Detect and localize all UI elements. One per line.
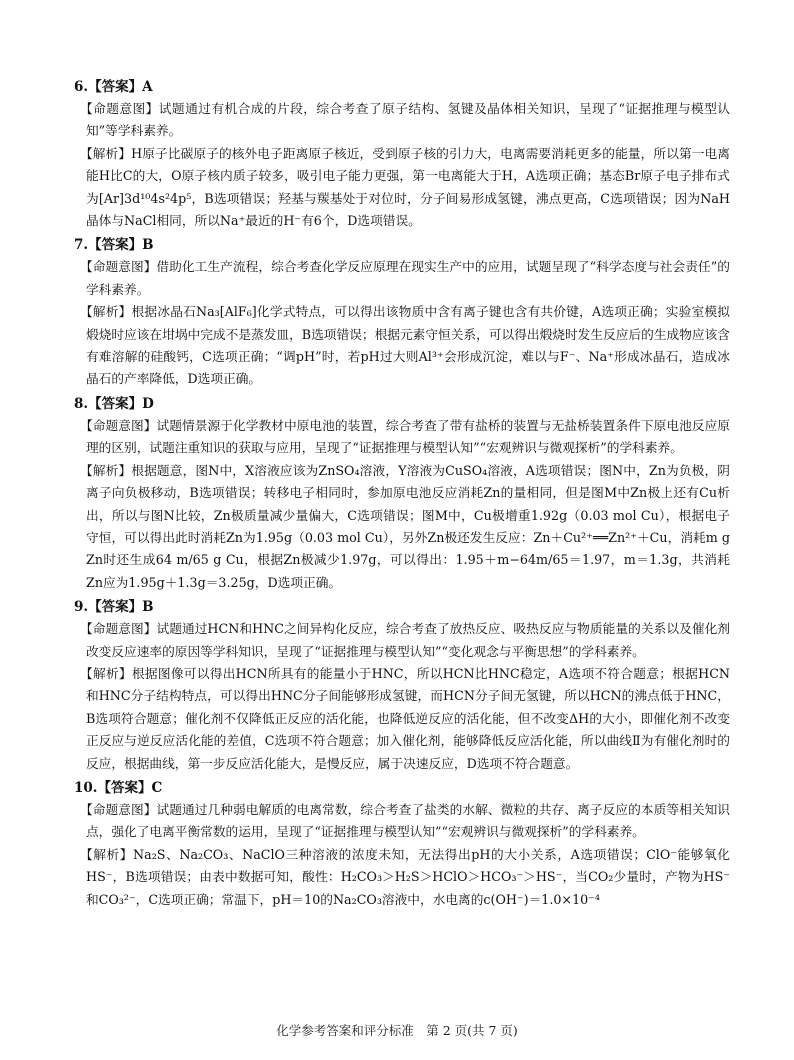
analysis: 【解析】根据题意，图N中，X溶液应该为ZnSO₄溶液，Y溶液为CuSO₄溶液，A选项错误；图N中，Zn为负极，阴离子向负极移动，B选项错误；转移电子相同时，参加原电池反应消耗Zn的量相同，但是图M中Zn极上还有Cu析出，所以与图N比较，Zn极质量减少量偏大，C选项错误；图M中，Cu极增重1.92g（0.03 mol Cu），根据电子守恒，可以得出此时消耗Zn为1.95g（0.03 mol Cu），另外Zn极还发生反应：Zn＋Cu²⁺══Zn²⁺＋Cu，消耗m g Zn时还生成64 m/65 g Cu，根据Zn极减少1.97g，可以得出：1.95＋m−64m/65＝1.97，m＝1.3g，共消耗Zn应为1.95g＋1.3g＝3.25g，D选项正确。 (80, 462, 730, 590)
question-7 (74, 235, 730, 390)
question-number-answer: 8.【答案】D (74, 395, 154, 412)
question-8 (74, 394, 730, 594)
proposition-intent: 【命题意图】试题通过有机合成的片段，综合考查了原子结构、氢键及晶体相关知识，呈现了“证据推理与模型认知”等学科素养。 (80, 101, 730, 139)
analysis: 【解析】H原子比碳原子的核外电子距离原子核近，受到原子核的引力大，电离需要消耗更多的能量，所以第一电离能H比C的大，O原子核内质子较多，吸引电子能力更强，第一电离能大于H，A选项正确；基态Br原子电子排布式为[Ar]3d¹⁰4s²4p⁵，B选项错误；羟基与羰基处于对位时，分子间易形成氢键，沸点更高，C选项错误；因为NaH晶体与NaCl相同，所以Na⁺最近的H⁻有6个，D选项错误。 (80, 145, 730, 229)
question-6 (74, 77, 730, 232)
page-footer: 化学参考答案和评分标准 第 2 页(共 7 页) (276, 1023, 518, 1038)
answer-content (74, 74, 730, 911)
question-9 (74, 597, 730, 775)
analysis: 【解析】根据冰晶石Na₃[AlF₆]化学式特点，可以得出该物质中含有离子键也含有共价键，A选项正确；实验室模拟煅烧时应该在坩埚中完成不是蒸发皿，B选项错误；根据元素守恒关系，可以得出煅烧时发生反应后的生成物应该含有难溶解的硅酸钙，C选项正确；“调pH”时，若pH过大则Al³⁺会形成沉淀，难以与F⁻、Na⁺形成冰晶石，造成冰晶石的产率降低，D选项正确。 (80, 304, 730, 387)
proposition-intent: 【命题意图】试题通过HCN和HNC之间异构化反应，综合考查了放热反应、吸热反应与物质能量的关系以及催化剂改变反应速率的原因等学科知识，呈现了“证据推理与模型认知”“变化观念与平衡思想”的学科素养。 (80, 621, 730, 659)
question-number-answer: 9.【答案】B (74, 599, 154, 616)
analysis: 【解析】根据图像可以得出HCN所具有的能量小于HNC，所以HCN比HNC稳定，A选项不符合题意；根据HCN和HNC分子结构特点，可以得出HNC分子间能够形成氢键，而HCN分子间无氢键，所以HCN的沸点低于HNC，B选项符合题意；催化剂不仅降低正反应的活化能，也降低逆反应的活化能，但不改变ΔH的大小，即催化剂不改变正反应与逆反应活化能的差值，C选项不符合题意；加入催化剂，能够降低反应活化能，所以曲线Ⅱ为有催化剂时的反应，根据曲线，第一步反应活化能大，是慢反应，属于决速反应，D选项不符合题意。 (80, 665, 730, 771)
proposition-intent: 【命题意图】借助化工生产流程，综合考查化学反应原理在现实生产中的应用，试题呈现了“科学态度与社会责任”的学科素养。 (80, 259, 730, 297)
analysis: 【解析】Na₂S、Na₂CO₃、NaClO三种溶液的浓度未知，无法得出pH的大小关系，A选项错误；ClO⁻能够氧化HS⁻，B选项错误；由表中数据可知，酸性：H₂CO₃＞H₂S＞HClO＞HCO₃⁻＞HS⁻，当CO₂少量时，产物为HS⁻和CO₃²⁻，C选项正确；常温下，pH＝10的Na₂CO₃溶液中，水电离的c(OH⁻)＝1.0×10⁻⁴ (80, 846, 730, 907)
question-number-answer: 10.【答案】C (74, 779, 163, 796)
proposition-intent: 【命题意图】试题情景源于化学教材中原电池的装置，综合考查了带有盐桥的装置与无盐桥装置条件下原电池反应原理的区别，试题注重知识的获取与应用，呈现了“证据推理与模型认知”“宏观辨识与微观探析”的学科素养。 (80, 417, 730, 456)
question-10 (74, 778, 730, 911)
proposition-intent: 【命题意图】试题通过几种弱电解质的电离常数，综合考查了盐类的水解、微粒的共存、离子反应的本质等相关知识点，强化了电离平衡常数的运用，呈现了“证据推理与模型认知”“宏观辨识与微观探析”的学科素养。 (80, 801, 730, 840)
question-number-answer: 6.【答案】A (74, 79, 153, 95)
question-number-answer: 7.【答案】B (74, 237, 154, 254)
